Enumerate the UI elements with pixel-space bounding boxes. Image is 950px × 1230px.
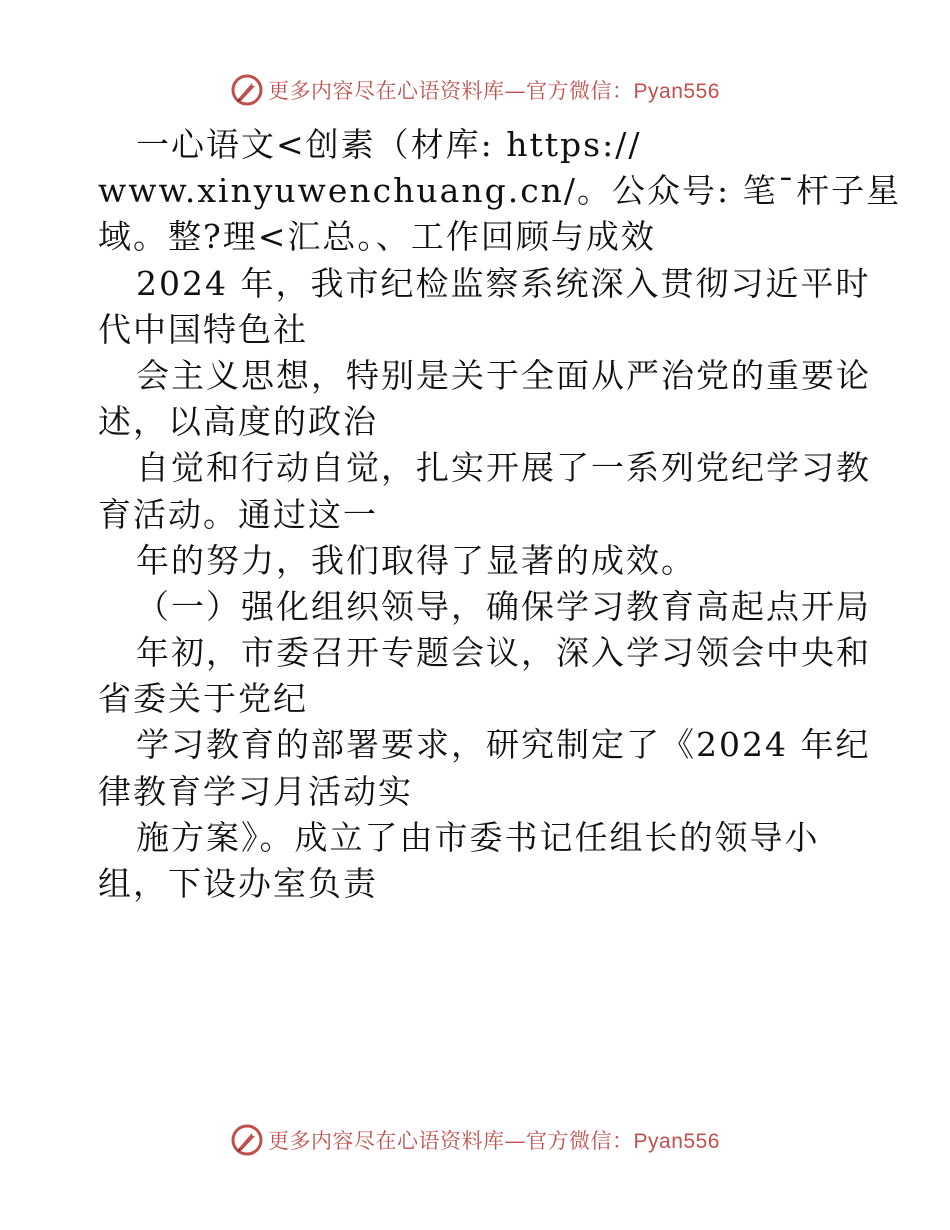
pen-logo-icon (230, 1123, 264, 1157)
watermark-banner-bottom (0, 1120, 950, 1160)
text-line: 学习教育的部署要求，研究制定了《2024 年纪 (136, 725, 871, 765)
text-line: 2024 年，我市纪检监察系统深入贯彻习近平时 (136, 263, 871, 303)
text-line: 述，以高度的政治 (98, 402, 378, 442)
text-line: 域。整?理<汇总。、工作回顾与成效 (98, 217, 656, 257)
watermark-wechat-id: Pyan556 (633, 80, 720, 103)
text-line: 组，下设办室负责 (98, 864, 378, 903)
section-heading: （一）强化组织领导，确保学习教育高起点开局 (136, 586, 871, 626)
watermark-text (268, 1125, 720, 1155)
text-line: 年初，市委召开专题会议，深入学习领会中央和 (136, 633, 871, 673)
text-line: 育活动。通过这一 (98, 494, 378, 534)
watermark-separator: — (504, 79, 527, 103)
text-line: 律教育学习月活动实 (98, 771, 413, 811)
text-line: 一心语文<创素（材库: https:// (136, 125, 642, 164)
pen-logo-icon (230, 73, 264, 107)
text-line: 代中国特色社 (98, 309, 308, 349)
watermark-wechat-id: Pyan556 (633, 1130, 720, 1153)
text-line: 施方案》。成立了由市委书记任组长的领导小 (136, 817, 820, 857)
text-line: 会主义思想，特别是关于全面从严治党的重要论 (136, 355, 871, 395)
watermark-text (268, 75, 720, 105)
document-body (98, 122, 902, 907)
watermark-banner-top (0, 70, 950, 110)
text-line: www.xinyuwenchuang.cn/。公众号: 笔¯杆子星 (98, 171, 902, 211)
text-line: 自觉和行动自觉，扎实开展了一系列党纪学习教 (136, 448, 871, 488)
watermark-wechat-label: 官方微信： (526, 79, 634, 103)
watermark-prefix: 更多内容尽在心语资料库 (268, 79, 505, 103)
text-line: 省委关于党纪 (98, 679, 308, 719)
watermark-prefix: 更多内容尽在心语资料库 (268, 1129, 505, 1153)
watermark-separator: — (504, 1129, 527, 1153)
watermark-wechat-label: 官方微信： (526, 1129, 634, 1153)
text-line: 年的努力，我们取得了显著的成效。 (136, 540, 696, 580)
